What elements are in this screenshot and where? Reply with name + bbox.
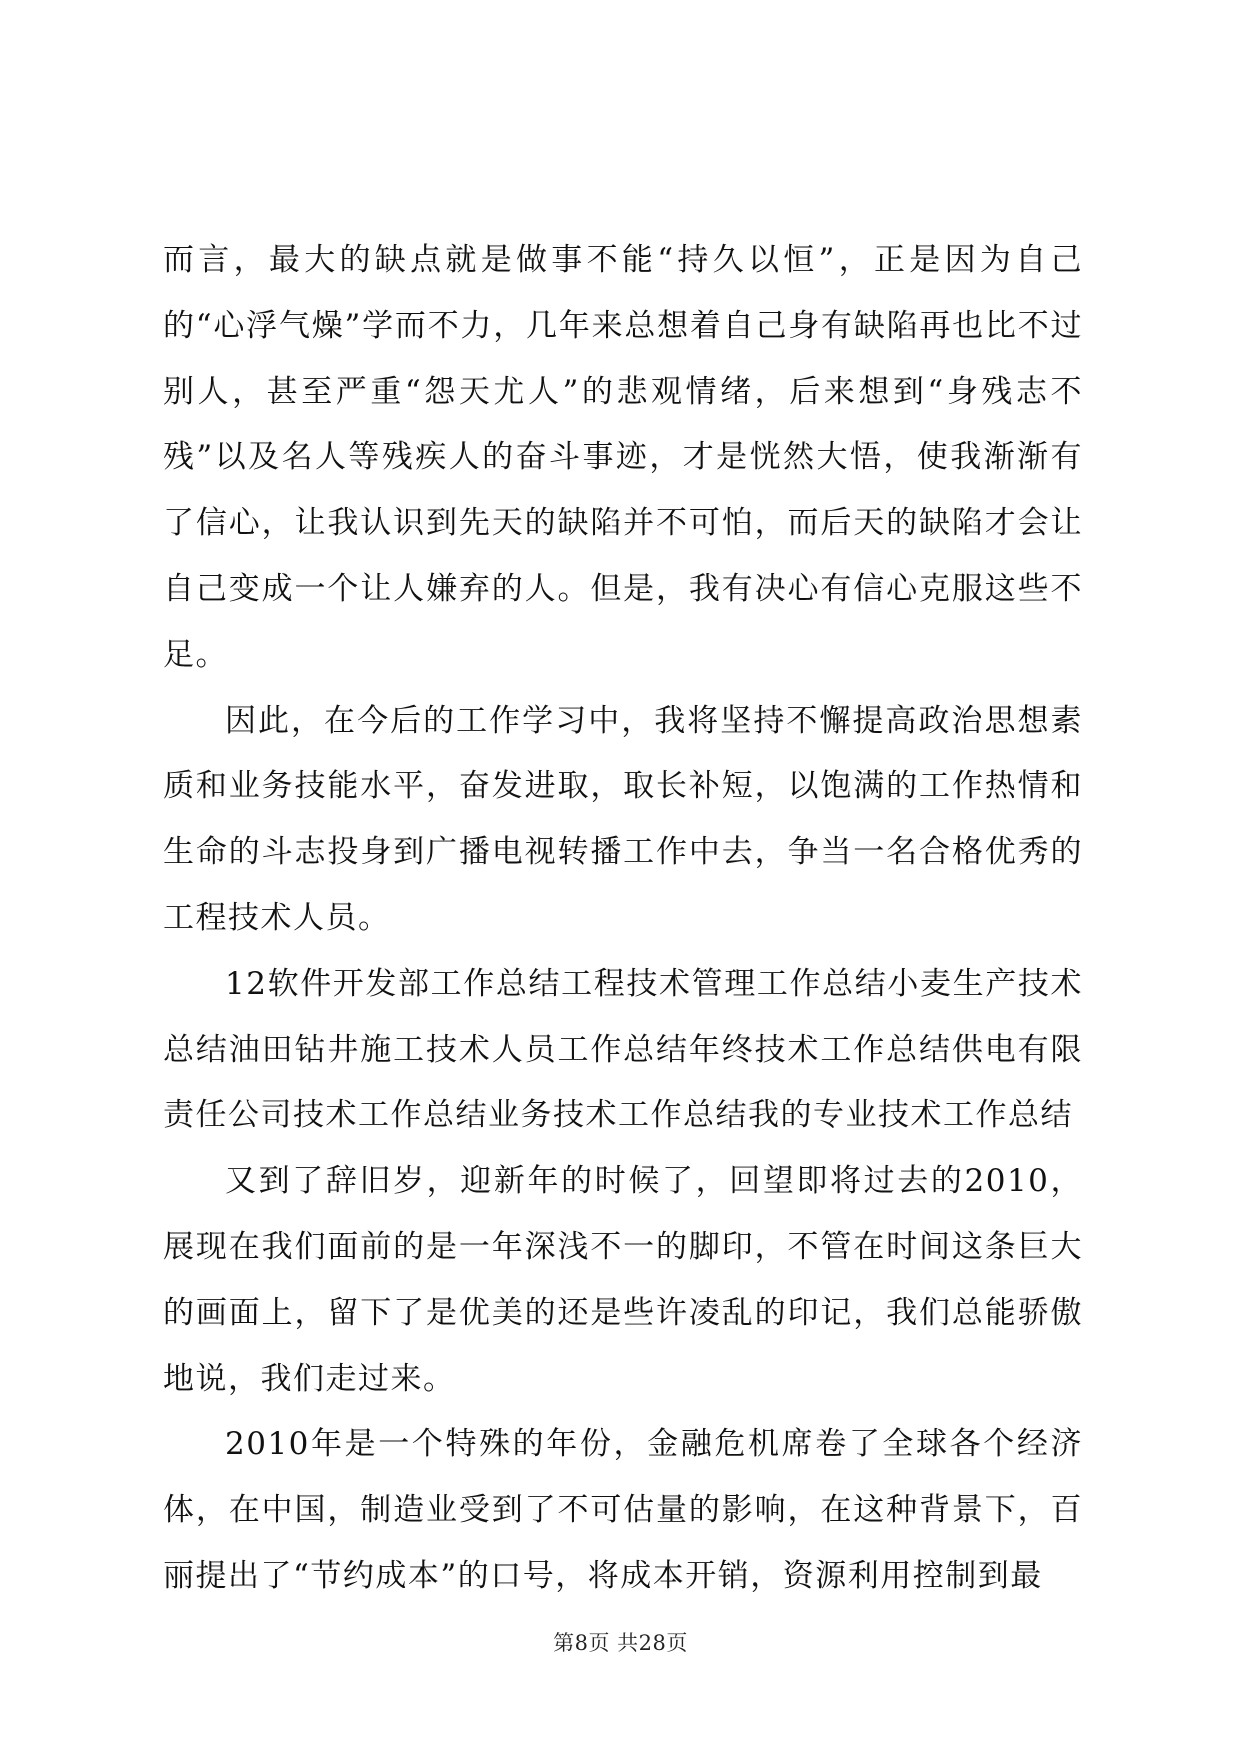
paragraph-5: 2010年是一个特殊的年份，金融危机席卷了全球各个经济体，在中国，制造业受到了不可估量的影响，在这种背景下，百丽提出了“节约成本”的口号，将成本开销，资源利用控制到最 [163,1426,1083,1594]
paragraph-1: 而言，最大的缺点就是做事不能“持久以恒”，正是因为自己的“心浮气燥”学而不力，几年来总想着自己身有缺陷再也比不过别人，甚至严重“怨天尤人”的悲观情绪，后来想到“身残志不残”以及名人等残疾人的奋斗事迹，才是恍然大悟，使我渐渐有了信心，让我认识到先天的缺陷并不可怕，而后天的缺陷才会让自己变成一个让人嫌弃的人。但是，我有决心有信心克服这些不足。 [163,242,1083,673]
body-text [163,228,1083,1610]
paragraph-4: 又到了辞旧岁，迎新年的时候了，回望即将过去的2010，展现在我们面前的是一年深浅不一的脚印，不管在时间这条巨大的画面上，留下了是优美的还是些许凌乱的印记，我们总能骄傲地说，我们走过来。 [163,1163,1083,1397]
paragraph-3: 12软件开发部工作总结工程技术管理工作总结小麦生产技术总结油田钻井施工技术人员工作总结年终技术工作总结供电有限责任公司技术工作总结业务技术工作总结我的专业技术工作总结 [163,965,1083,1134]
paragraph-2: 因此，在今后的工作学习中，我将坚持不懈提高政治思想素质和业务技能水平，奋发进取，取长补短，以饱满的工作热情和生命的斗志投身到广播电视转播工作中去，争当一名合格优秀的工程技术人员。 [163,702,1083,936]
page-number-footer: 第8页 共28页 [553,1631,688,1655]
